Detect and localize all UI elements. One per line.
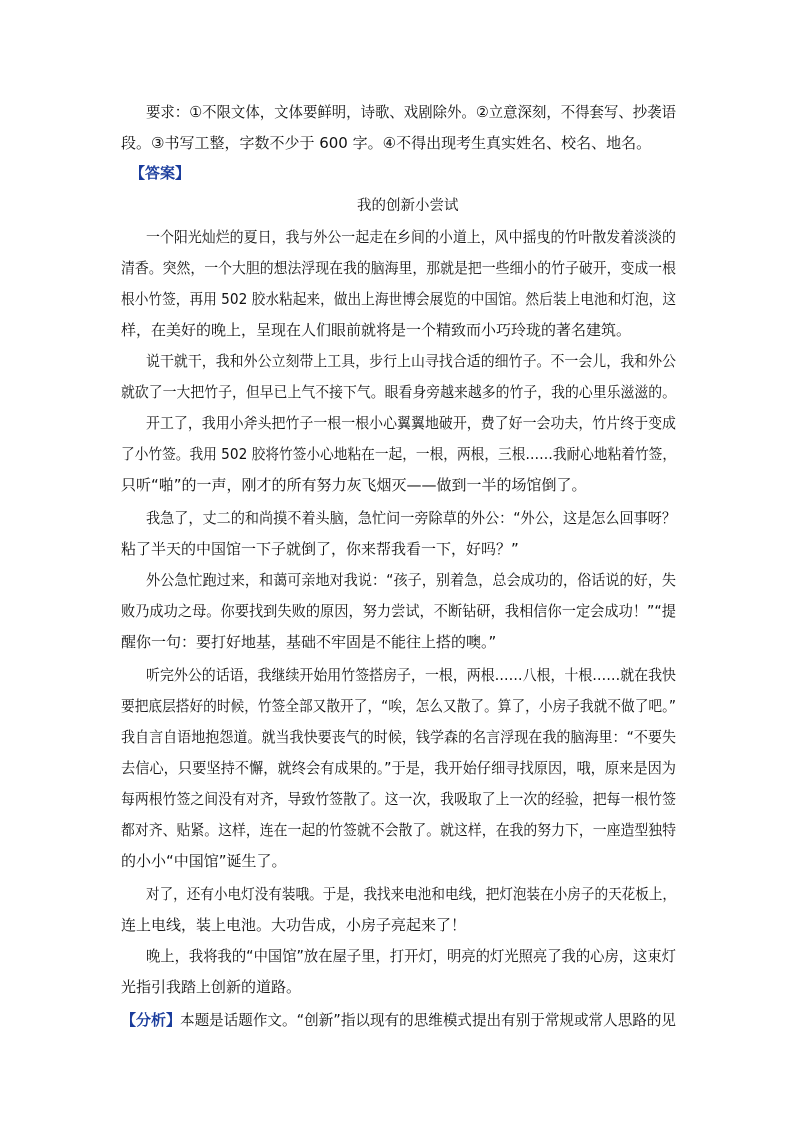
- essay-line: 开工了，我用小斧头把竹子一根一根小心翼翼地破开，费了好一会功夫，竹片终于变成: [146, 414, 677, 432]
- requirement-line: [0, 97, 794, 127]
- essay-line: 样，在美好的晚上，呈现在人们眼前就将是一个精致而小巧玲珑的著名建筑。: [121, 321, 632, 339]
- essay-line: 外公急忙跑过来，和蔼可亲地对我说：“孩子，别着急，总会成功的，俗话说的好，失: [146, 571, 677, 589]
- essay-line: 连上电线，装上电池。大功告成，小房子亮起来了！: [121, 916, 467, 934]
- essay-line: 一个阳光灿烂的夏日，我与外公一起走在乡间的小道上，风中摇曳的竹叶散发着淡淡的: [146, 228, 677, 246]
- essay-line: 了小竹签。我用 502 胶将竹签小心地粘在一起，一根，两根，三根……我耐心地粘着竹签，: [121, 445, 677, 463]
- requirement-text-1: 要求：①不限文体，文体要鲜明，诗歌、戏剧除外。②立意深刻，不得套写、抄袭语: [146, 103, 676, 121]
- essay-title: 我的创新小尝试: [357, 198, 459, 214]
- essay-line: 听完外公的话语，我继续开始用竹签搭房子，一根，两根……八根，十根……就在我快: [146, 666, 677, 684]
- essay-line: 我急了，丈二的和尚摸不着头脑，急忙问一旁除草的外公：“外公，这是怎么回事呀？: [146, 509, 677, 527]
- essay-line: 去信心，只要坚持不懈，就终会有成果的。”于是，我开始仔细寻找原因，哦，原来是因为: [121, 759, 677, 777]
- essay-line: 败乃成功之母。你要找到失败的原因，努力尝试，不断钻研，我相信你一定会成功！”“提: [121, 602, 676, 620]
- essay-line: 都对齐、贴紧。这样，连在一起的竹签就不会散了。就这样，在我的努力下，一座造型独特: [121, 821, 677, 839]
- answer-label: 【答案】: [130, 164, 191, 182]
- analysis-text: 本题是话题作文。“创新”指以现有的思维模式提出有别于常规或常人思路的见: [180, 1011, 676, 1029]
- answer-label-line: [0, 158, 794, 188]
- analysis-label: 【分析】: [121, 1011, 182, 1029]
- essay-line: 对了，还有小电灯没有装哦。于是，我找来电池和电线，把灯泡装在小房子的天花板上，: [146, 885, 677, 903]
- essay-line: 我自言自语地抱怨道。就当我快要丧气的时候，钱学森的名言浮现在我的脑海里：“不要失: [121, 728, 677, 746]
- essay-line: 要把底层搭好的时候，竹签全部又散开了，“唉，怎么又散了。算了，小房子我就不做了吧。”: [121, 697, 677, 715]
- essay-line: 晚上，我将我的“中国馆”放在屋子里，打开灯，明亮的灯光照亮了我的心房，这束灯: [146, 947, 676, 965]
- essay-line: 醒你一句：要打好地基，基础不牢固是不能往上搭的噢。”: [121, 633, 497, 651]
- essay-line: 的小小“中国馆”诞生了。: [121, 852, 287, 870]
- essay-line: 只听“啪”的一声，刚才的所有努力灰飞烟灭——做到一半的场馆倒了。: [121, 476, 587, 494]
- essay-line: 粘了半天的中国馆一下子就倒了，你来帮我看一下，好吗？”: [121, 540, 519, 558]
- essay-line: 说干就干，我和外公立刻带上工具，步行上山寻找合适的细竹子。不一会儿，我和外公: [146, 352, 677, 370]
- requirement-line: [0, 128, 794, 158]
- analysis-line: [0, 1005, 794, 1035]
- essay-line: 清香。突然，一个大胆的想法浮现在我的脑海里，那就是把一些细小的竹子破开，变成一根: [121, 259, 677, 277]
- essay-line: 就砍了一大把竹子，但早已上气不接下气。眼看身旁越来越多的竹子，我的心里乐滋滋的。: [121, 383, 677, 401]
- requirement-text-2: 段。③书写工整，字数不少于 600 字。④不得出现考生真实姓名、校名、地名。: [121, 134, 652, 152]
- essay-line: 光指引我踏上创新的道路。: [121, 978, 302, 996]
- essay-line: 每两根竹签之间没有对齐，导致竹签散了。这一次，我吸取了上一次的经验，把每一根竹签: [121, 790, 677, 808]
- essay-title-line: [0, 191, 794, 221]
- essay-line: 根小竹签，再用 502 胶水粘起来，做出上海世博会展览的中国馆。然后装上电池和灯泡，这: [121, 290, 677, 308]
